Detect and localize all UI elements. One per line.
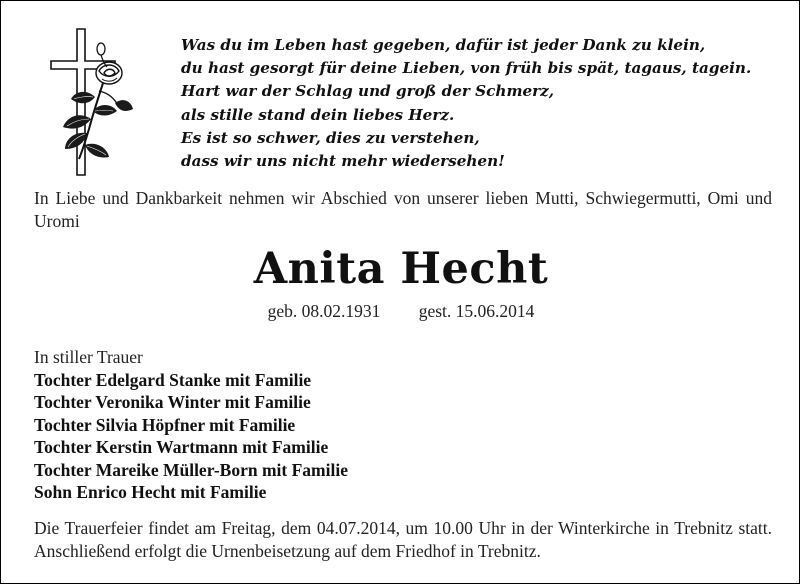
poem-line: du hast gesorgt für deine Lieben, von früh bis spät, tagaus, tagein. (181, 59, 752, 78)
mourner-entry: Tochter Silvia Höpfner mit Familie (34, 414, 296, 435)
poem-line: Hart war der Schlag und groß der Schmerz, (181, 82, 555, 101)
memorial-poem (181, 34, 751, 173)
mourner-entry: Sohn Enrico Hecht mit Familie (34, 482, 267, 502)
mourner-entry: Tochter Veronika Winter mit Familie (34, 392, 311, 412)
farewell-intro: In Liebe und Dankbarkeit nehmen wir Abschied von unserer lieben Mutti, Schwiegermutti, Omi und Uromi (34, 188, 772, 231)
life-dates (1, 300, 800, 322)
mourning-intro: In stiller Trauer (34, 347, 143, 367)
birth-date: geb. 08.02.1931 (267, 301, 381, 321)
poem-line: dass wir uns nicht mehr wiedersehen! (181, 152, 505, 171)
mourners-list (34, 346, 348, 504)
cross-with-rose-icon (49, 27, 133, 177)
death-date: gest. 15.06.2014 (418, 301, 535, 321)
poem-line: Es ist so schwer, dies zu verstehen, (181, 128, 480, 147)
deceased-name: Anita Hecht (253, 244, 549, 294)
funeral-service-info: Die Trauerfeier findet am Freitag, dem 04.07.2014, um 10.00 Uhr in der Winterkirche in Trebnitz statt. Anschließend erfolgt die Urnenbeisetzung auf dem Friedhof in Trebnitz. (34, 518, 772, 561)
mourner-entry: Tochter Kerstin Wartmann mit Familie (34, 437, 329, 457)
mourner-entry: Tochter Mareike Müller-Born mit Familie (34, 459, 348, 480)
poem-line: als stille stand dein liebes Herz. (181, 105, 455, 124)
poem-line: Was du im Leben hast gegeben, dafür ist jeder Dank zu klein, (181, 36, 706, 54)
mourner-entry: Tochter Edelgard Stanke mit Familie (34, 369, 312, 390)
